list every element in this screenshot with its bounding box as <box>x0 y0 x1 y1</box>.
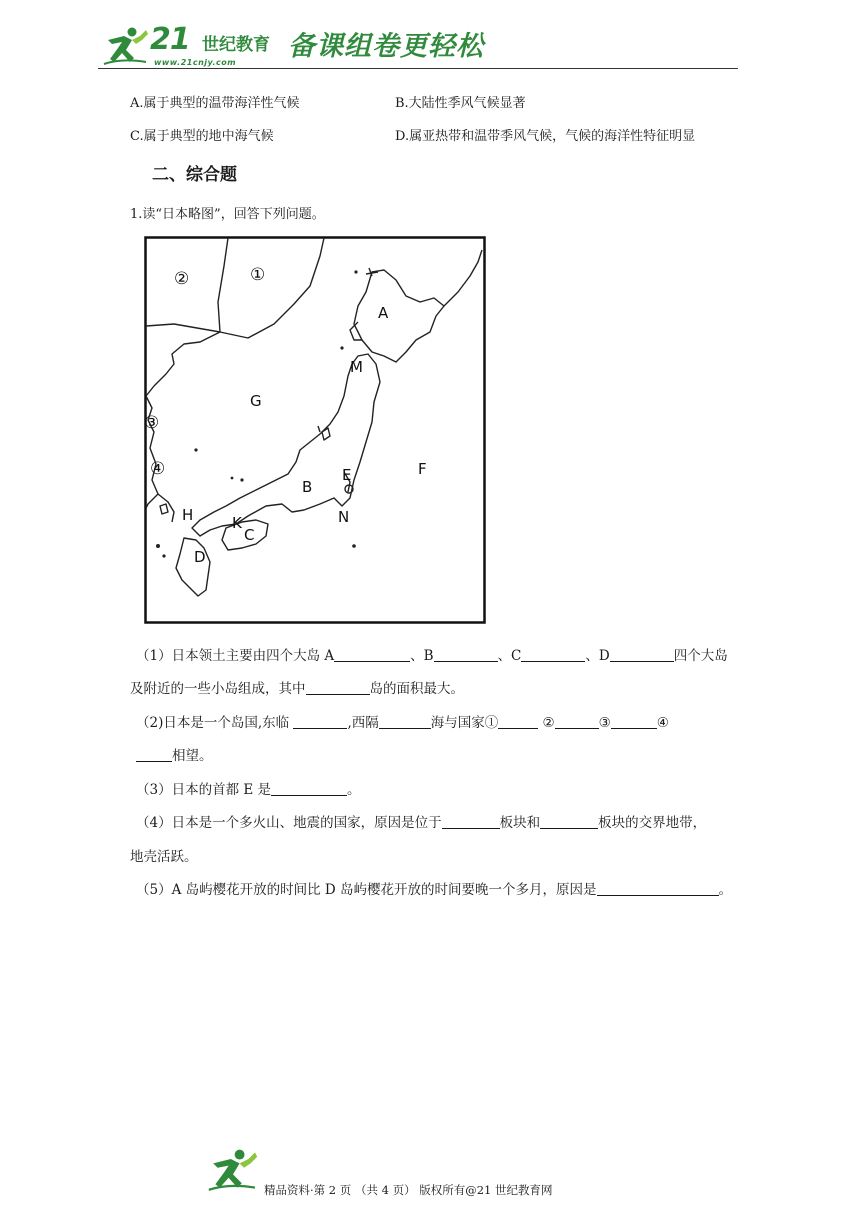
blank-country-2[interactable] <box>555 714 599 729</box>
question-intro: 1.读“日本略图”，回答下列问题。 <box>130 207 325 222</box>
option-b: B.大陆性季风气候显著 <box>395 96 526 111</box>
section-title: 二、综合题 <box>152 165 237 185</box>
subquestion-2-line1: （2)日本是一个岛国,东临 ,西隔 海与国家① ② ③ ④ <box>136 715 669 731</box>
japan-map <box>144 236 486 624</box>
label-B: B <box>302 478 313 496</box>
subquestion-2-line2: 相望。 <box>136 744 213 764</box>
label-C: C <box>244 526 255 544</box>
label-A: A <box>378 304 389 322</box>
page-header <box>98 18 738 72</box>
label-3: ③ <box>144 413 160 433</box>
logo-url: www.21cnjy.com <box>154 58 237 67</box>
runner-logo-icon <box>102 26 150 66</box>
blank-reason[interactable] <box>597 881 719 896</box>
blank-capital[interactable] <box>271 781 347 796</box>
footer-text: 精品资料·第 2 页 （共 4 页） 版权所有@21 世纪教育网 <box>264 1183 553 1197</box>
label-M: M <box>350 358 363 376</box>
label-2: ② <box>174 269 190 289</box>
blank-country-4[interactable] <box>136 747 172 762</box>
option-d: D.属亚热带和温带季风气候，气候的海洋性特征明显 <box>395 129 696 144</box>
blank-country-3[interactable] <box>611 714 657 729</box>
blank-c[interactable] <box>521 647 585 662</box>
subquestion-5: （5）A 岛屿樱花开放的时间比 D 岛屿樱花开放的时间要晚一个多月，原因是 。 <box>136 882 733 898</box>
blank-a[interactable] <box>334 647 410 662</box>
label-H: H <box>182 506 194 524</box>
label-K: K <box>232 514 242 532</box>
blank-east-ocean[interactable] <box>293 714 347 729</box>
label-G: G <box>250 392 262 410</box>
option-c: C.属于典型的地中海气候 <box>130 129 274 144</box>
header-slogan: 备课组卷更轻松 <box>288 31 484 62</box>
runner-logo-icon <box>206 1148 260 1192</box>
label-D: D <box>194 548 206 566</box>
subquestion-3: （3）日本的首都 E 是 。 <box>136 782 361 798</box>
option-a: A.属于典型的温带海洋性气候 <box>130 96 300 111</box>
blank-west-sea[interactable] <box>379 714 431 729</box>
label-F: F <box>418 460 427 478</box>
blank-largest-island[interactable] <box>306 680 370 695</box>
header-divider <box>98 68 738 69</box>
subquestion-1-line2: 及附近的一些小岛组成，其中 岛的面积最大。 <box>130 681 464 697</box>
logo-text: 世纪教育 <box>202 35 270 55</box>
subquestion-4-line1: （4）日本是一个多火山、地震的国家，原因是位于 板块和 板块的交界地带， <box>136 815 707 831</box>
blank-b[interactable] <box>434 647 498 662</box>
subquestion-4-line2: 地壳活跃。 <box>130 849 198 865</box>
label-E: E <box>342 466 352 484</box>
label-4: ④ <box>150 459 166 479</box>
subquestion-1-line1: （1）日本领土主要由四个大岛 A 、B 、C 、D 四个大岛 <box>136 648 728 664</box>
logo-number: 21 <box>150 22 190 57</box>
blank-d[interactable] <box>610 647 674 662</box>
label-N: N <box>338 508 350 526</box>
blank-country-1[interactable] <box>498 714 538 729</box>
logo <box>98 20 288 70</box>
blank-plate-1[interactable] <box>442 814 500 829</box>
blank-plate-2[interactable] <box>540 814 598 829</box>
label-1: ① <box>250 265 266 285</box>
page-footer <box>206 1148 626 1198</box>
